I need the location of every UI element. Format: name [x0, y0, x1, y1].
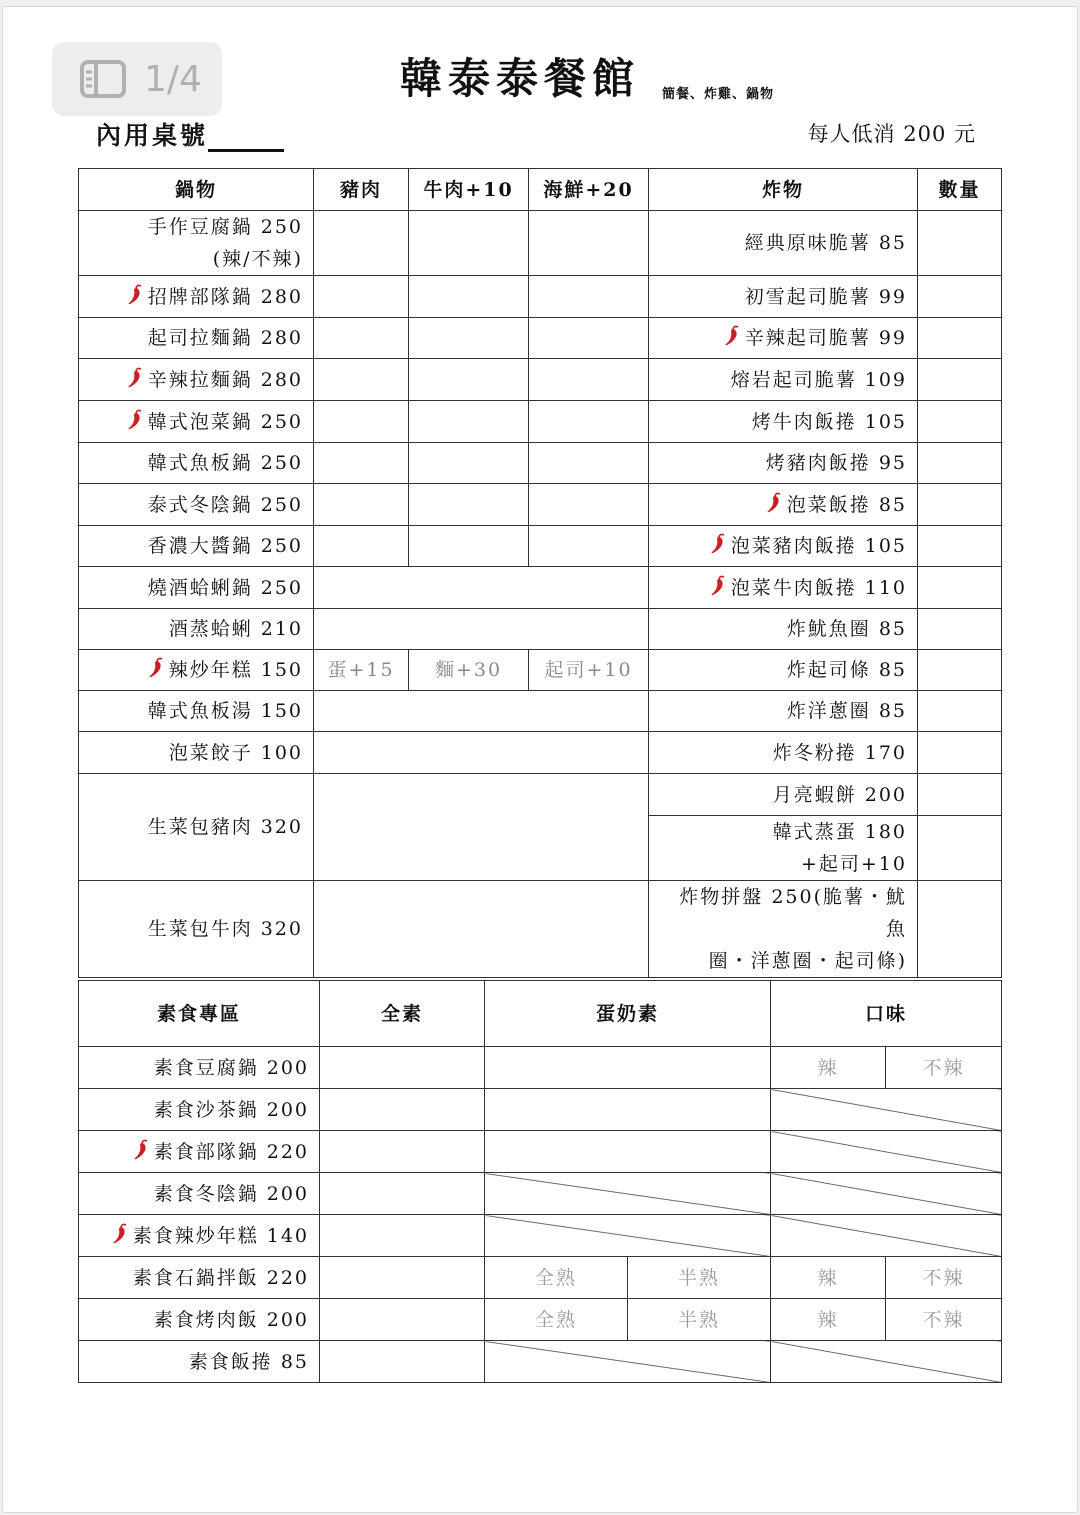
fried-item-line [659, 737, 907, 769]
pages-icon [80, 60, 126, 98]
chili-pepper-icon [709, 533, 727, 555]
fried-item-line [659, 227, 907, 259]
item-name: 熔岩起司脆薯 109 [730, 368, 907, 391]
hotpot-item [79, 881, 314, 978]
table-row [79, 1257, 1002, 1299]
item-name: 炸物拼盤 250(脆薯・魷魚 [679, 886, 907, 940]
quantity-cell[interactable] [918, 484, 1002, 526]
table-row [79, 609, 1002, 650]
item-name: 素食烤肉飯 200 [153, 1308, 309, 1331]
table-row [79, 359, 1002, 401]
hotpot-item-line [89, 695, 303, 727]
fried-item-line [659, 364, 907, 396]
vegan-cell[interactable] [320, 1131, 485, 1173]
table-number-field [96, 116, 284, 152]
add-on-option: 麵+30 [409, 650, 529, 691]
crossed-out-cell [771, 1215, 1002, 1257]
hotpot-item [79, 691, 314, 732]
quantity-cell[interactable] [918, 774, 1002, 816]
flavor-option[interactable]: 不辣 [886, 1257, 1002, 1299]
item-name: 烤牛肉飯捲 105 [751, 410, 907, 433]
vegan-cell[interactable] [320, 1215, 485, 1257]
table-row [79, 443, 1002, 484]
hotpot-item-line [89, 572, 303, 604]
fried-item-line [659, 572, 907, 604]
table-row [79, 774, 1002, 816]
veg-item-line [89, 1178, 309, 1210]
veg-item [79, 1089, 320, 1131]
item-name: 素食辣炒年糕 140 [132, 1224, 309, 1247]
veg-item [79, 1299, 320, 1341]
empty-merged-cell [314, 691, 649, 732]
empty-merged-cell [314, 732, 649, 774]
veg-item [79, 1341, 320, 1383]
veg-item-line [89, 1262, 309, 1294]
fried-item-line [659, 654, 907, 686]
item-name: 素食石鍋拌飯 220 [132, 1266, 309, 1289]
item-name: 泡菜豬肉飯捲 105 [730, 535, 907, 557]
veg-item [79, 1173, 320, 1215]
quantity-cell[interactable] [918, 650, 1002, 691]
beef-cell[interactable] [409, 318, 529, 359]
column-header: 數量 [918, 169, 1002, 211]
item-name: 生菜包牛肉 320 [147, 918, 303, 940]
minimum-charge: 每人低消 200 元 [807, 122, 976, 146]
table-row [79, 318, 1002, 359]
pork-cell[interactable] [314, 443, 409, 484]
item-name: 韓式魚板湯 150 [147, 700, 303, 722]
doneness-option[interactable]: 全熟 [485, 1299, 628, 1341]
add-on-option: 起司+10 [529, 650, 649, 691]
item-name: 經典原味脆薯 85 [744, 232, 907, 254]
add-on-option: 蛋+15 [314, 650, 409, 691]
vegan-cell[interactable] [320, 1257, 485, 1299]
vegan-cell[interactable] [320, 1299, 485, 1341]
table-row [79, 211, 1002, 276]
item-name: 酒蒸蛤蜊 210 [168, 618, 303, 640]
veg-item [79, 1215, 320, 1257]
item-name: 生菜包豬肉 320 [147, 816, 303, 838]
item-name: 起司拉麵鍋 280 [147, 327, 303, 349]
item-name: 月亮蝦餅 200 [772, 783, 907, 806]
fried-item-line [659, 816, 907, 848]
lacto-ovo-cell[interactable] [485, 1131, 771, 1173]
fried-item-line [659, 613, 907, 645]
hotpot-item [79, 732, 314, 774]
table-row [79, 567, 1002, 609]
hotpot-item [79, 276, 314, 318]
veg-item-line [89, 1094, 309, 1126]
veg-item [79, 1131, 320, 1173]
item-name: 手作豆腐鍋 250 [147, 216, 303, 238]
empty-merged-cell [314, 881, 649, 978]
hotpot-item [79, 318, 314, 359]
item-name: 素食飯捲 85 [188, 1350, 309, 1373]
flavor-option[interactable]: 不辣 [886, 1299, 1002, 1341]
seafood-cell[interactable] [529, 211, 649, 276]
vegan-cell[interactable] [320, 1173, 485, 1215]
hotpot-item [79, 609, 314, 650]
table-row [79, 1089, 1002, 1131]
table-row [79, 484, 1002, 526]
seafood-cell[interactable] [529, 526, 649, 567]
pork-cell[interactable] [314, 276, 409, 318]
table-row [79, 1341, 1002, 1383]
item-name: 炸洋蔥圈 85 [786, 700, 907, 722]
crossed-out-cell [771, 1173, 1002, 1215]
crossed-out-cell [771, 1089, 1002, 1131]
column-header: 口味 [771, 981, 1002, 1047]
fried-item [649, 609, 918, 650]
restaurant-title: 韓泰泰餐館 [400, 54, 641, 103]
table-row [79, 1173, 1002, 1215]
lacto-ovo-cell[interactable] [485, 1089, 771, 1131]
hotpot-item-line [89, 447, 303, 479]
quantity-cell[interactable] [918, 211, 1002, 276]
hotpot-item [79, 443, 314, 484]
flavor-option[interactable]: 不辣 [886, 1047, 1002, 1089]
veg-item-line [89, 1136, 309, 1168]
pork-cell[interactable] [314, 211, 409, 276]
chili-pepper-icon [147, 657, 165, 679]
hotpot-item [79, 484, 314, 526]
column-header: 素食專區 [79, 981, 320, 1047]
table-row [79, 1299, 1002, 1341]
page-count: 1/4 [144, 58, 202, 100]
vegan-cell[interactable] [320, 1341, 485, 1383]
fried-item [649, 732, 918, 774]
hotpot-item-line [89, 364, 303, 396]
flavor-option[interactable]: 辣 [771, 1257, 886, 1299]
fried-item-line [659, 406, 907, 438]
item-name: 炸魷魚圈 85 [786, 618, 907, 640]
hotpot-item-line [89, 913, 303, 945]
crossed-out-cell [771, 1131, 1002, 1173]
column-header: 炸物 [649, 169, 918, 211]
quantity-cell[interactable] [918, 691, 1002, 732]
fried-item [649, 567, 918, 609]
item-name: 燒酒蛤蜊鍋 250 [147, 576, 303, 599]
veg-item [79, 1257, 320, 1299]
crossed-out-cell [485, 1215, 771, 1257]
hotpot-item [79, 211, 314, 276]
quantity-cell[interactable] [918, 609, 1002, 650]
quantity-cell[interactable] [918, 732, 1002, 774]
table-row [79, 526, 1002, 567]
quantity-cell[interactable] [918, 276, 1002, 318]
hotpot-item-line [89, 811, 303, 843]
doneness-option[interactable]: 半熟 [628, 1299, 771, 1341]
item-name: 素食豆腐鍋 200 [153, 1056, 309, 1079]
item-note: (辣/不辣) [212, 248, 303, 270]
fried-item [649, 881, 918, 978]
chili-pepper-icon [126, 367, 144, 389]
chili-pepper-icon [126, 409, 144, 431]
fried-item [649, 276, 918, 318]
hotpot-item-line [89, 322, 303, 354]
fried-item [649, 691, 918, 732]
table-row [79, 401, 1002, 443]
header-row [79, 169, 1002, 211]
item-note: +起司+10 [800, 853, 907, 875]
beef-cell[interactable] [409, 211, 529, 276]
hotpot-item [79, 359, 314, 401]
chili-pepper-icon [723, 325, 741, 347]
crossed-out-cell [771, 1341, 1002, 1383]
hotpot-item-line [89, 737, 303, 769]
quantity-cell[interactable] [918, 881, 1002, 978]
chili-pepper-icon [765, 492, 783, 514]
fried-item-line [659, 281, 907, 313]
empty-merged-cell [314, 774, 649, 881]
item-name: 泰式冬陰鍋 250 [147, 493, 303, 516]
table-row [79, 650, 1002, 691]
fried-item [649, 401, 918, 443]
fried-item [649, 650, 918, 691]
fried-item [649, 484, 918, 526]
item-name: 招牌部隊鍋 280 [147, 285, 303, 308]
main-menu-table [78, 168, 1002, 978]
column-header: 鍋物 [79, 169, 314, 211]
page-indicator[interactable] [52, 42, 222, 116]
item-name: 素食部隊鍋 220 [153, 1140, 309, 1163]
empty-merged-cell [314, 567, 649, 609]
chili-pepper-icon [126, 284, 144, 306]
fried-item-line [659, 881, 907, 945]
beef-cell[interactable] [409, 443, 529, 484]
item-name: 韓式魚板鍋 250 [147, 452, 303, 474]
flavor-option[interactable]: 辣 [771, 1047, 886, 1089]
fried-item [649, 443, 918, 484]
empty-merged-cell [314, 609, 649, 650]
table-row [79, 691, 1002, 732]
hotpot-item-line [89, 530, 303, 562]
quantity-cell[interactable] [918, 567, 1002, 609]
lacto-ovo-cell[interactable] [485, 1047, 771, 1089]
item-name: 烤豬肉飯捲 95 [765, 452, 907, 474]
chili-pepper-icon [111, 1223, 129, 1245]
pork-cell[interactable] [314, 526, 409, 567]
crossed-out-cell [485, 1341, 771, 1383]
chili-pepper-icon [709, 575, 727, 597]
quantity-cell[interactable] [918, 526, 1002, 567]
crossed-out-cell [485, 1173, 771, 1215]
doneness-option[interactable]: 全熟 [485, 1257, 628, 1299]
fried-item [649, 526, 918, 567]
table-number-label: 內用桌號 [96, 121, 209, 150]
seafood-cell[interactable] [529, 359, 649, 401]
beef-cell[interactable] [409, 276, 529, 318]
veg-item-line [89, 1220, 309, 1252]
veg-item-line [89, 1052, 309, 1084]
table-row [79, 1047, 1002, 1089]
hotpot-item-line [89, 406, 303, 438]
veg-item-line [89, 1304, 309, 1336]
quantity-cell[interactable] [918, 443, 1002, 484]
column-header: 豬肉 [314, 169, 409, 211]
table-row [79, 276, 1002, 318]
table-row [79, 732, 1002, 774]
quantity-cell[interactable] [918, 359, 1002, 401]
beef-cell[interactable] [409, 484, 529, 526]
seafood-cell[interactable] [529, 318, 649, 359]
hotpot-item [79, 401, 314, 443]
item-name: 香濃大醬鍋 250 [147, 535, 303, 557]
quantity-cell[interactable] [918, 816, 1002, 881]
item-name: 韓式蒸蛋 180 [772, 821, 907, 843]
beef-cell[interactable] [409, 359, 529, 401]
fried-item-line [659, 530, 907, 562]
vegan-cell[interactable] [320, 1047, 485, 1089]
pork-cell[interactable] [314, 359, 409, 401]
item-name: 辛辣拉麵鍋 280 [147, 368, 303, 391]
item-name: 辛辣起司脆薯 99 [744, 327, 907, 349]
flavor-option[interactable]: 辣 [771, 1299, 886, 1341]
hotpot-item [79, 650, 314, 691]
fried-item-line [659, 695, 907, 727]
hotpot-item-line [89, 211, 303, 243]
fried-item [649, 318, 918, 359]
item-name: 泡菜餃子 100 [168, 741, 303, 764]
seafood-cell[interactable] [529, 401, 649, 443]
hotpot-item [79, 567, 314, 609]
restaurant-subtitle: 簡餐、炸雞、鍋物 [662, 87, 775, 102]
table-row [79, 1215, 1002, 1257]
fried-item-line [659, 447, 907, 479]
fried-item [649, 774, 918, 816]
fried-item [649, 359, 918, 401]
quantity-cell[interactable] [918, 401, 1002, 443]
item-name: 炸起司條 85 [786, 659, 907, 681]
vegan-cell[interactable] [320, 1089, 485, 1131]
seafood-cell[interactable] [529, 276, 649, 318]
doneness-option[interactable]: 半熟 [628, 1257, 771, 1299]
item-note: 圈・洋蔥圈・起司條) [708, 950, 907, 972]
item-name: 素食冬陰鍋 200 [153, 1182, 309, 1205]
hotpot-item-line [89, 613, 303, 645]
header [400, 46, 774, 106]
column-header: 全素 [320, 981, 485, 1047]
item-name: 初雪起司脆薯 99 [744, 285, 907, 308]
table-row [79, 1131, 1002, 1173]
item-name: 辣炒年糕 150 [168, 659, 303, 681]
seafood-cell[interactable] [529, 484, 649, 526]
hotpot-item-line [89, 489, 303, 521]
pork-cell[interactable] [314, 484, 409, 526]
hotpot-item-line [89, 654, 303, 686]
column-header: 海鮮+20 [529, 169, 649, 211]
veg-item [79, 1047, 320, 1089]
seafood-cell[interactable] [529, 443, 649, 484]
hotpot-item [79, 774, 314, 881]
fried-item-line [659, 489, 907, 521]
item-name: 韓式泡菜鍋 250 [147, 410, 303, 433]
pork-cell[interactable] [314, 318, 409, 359]
hotpot-item-line [89, 281, 303, 313]
item-name: 素食沙茶鍋 200 [153, 1098, 309, 1121]
column-header: 蛋奶素 [485, 981, 771, 1047]
fried-item-line [659, 779, 907, 811]
fried-item-line [659, 322, 907, 354]
item-name: 泡菜飯捲 85 [786, 493, 907, 516]
vegetarian-table [78, 980, 1002, 1383]
column-header: 牛肉+10 [409, 169, 529, 211]
header-row [79, 981, 1002, 1047]
table-row [79, 881, 1002, 978]
hotpot-item [79, 526, 314, 567]
chili-pepper-icon [132, 1139, 150, 1161]
quantity-cell[interactable] [918, 318, 1002, 359]
beef-cell[interactable] [409, 401, 529, 443]
fried-item [649, 211, 918, 276]
table-number-blank[interactable] [208, 125, 284, 152]
beef-cell[interactable] [409, 526, 529, 567]
veg-item-line [89, 1346, 309, 1378]
item-name: 泡菜牛肉飯捲 110 [730, 576, 907, 599]
item-name: 炸冬粉捲 170 [772, 741, 907, 764]
fried-item [649, 816, 918, 881]
pork-cell[interactable] [314, 401, 409, 443]
